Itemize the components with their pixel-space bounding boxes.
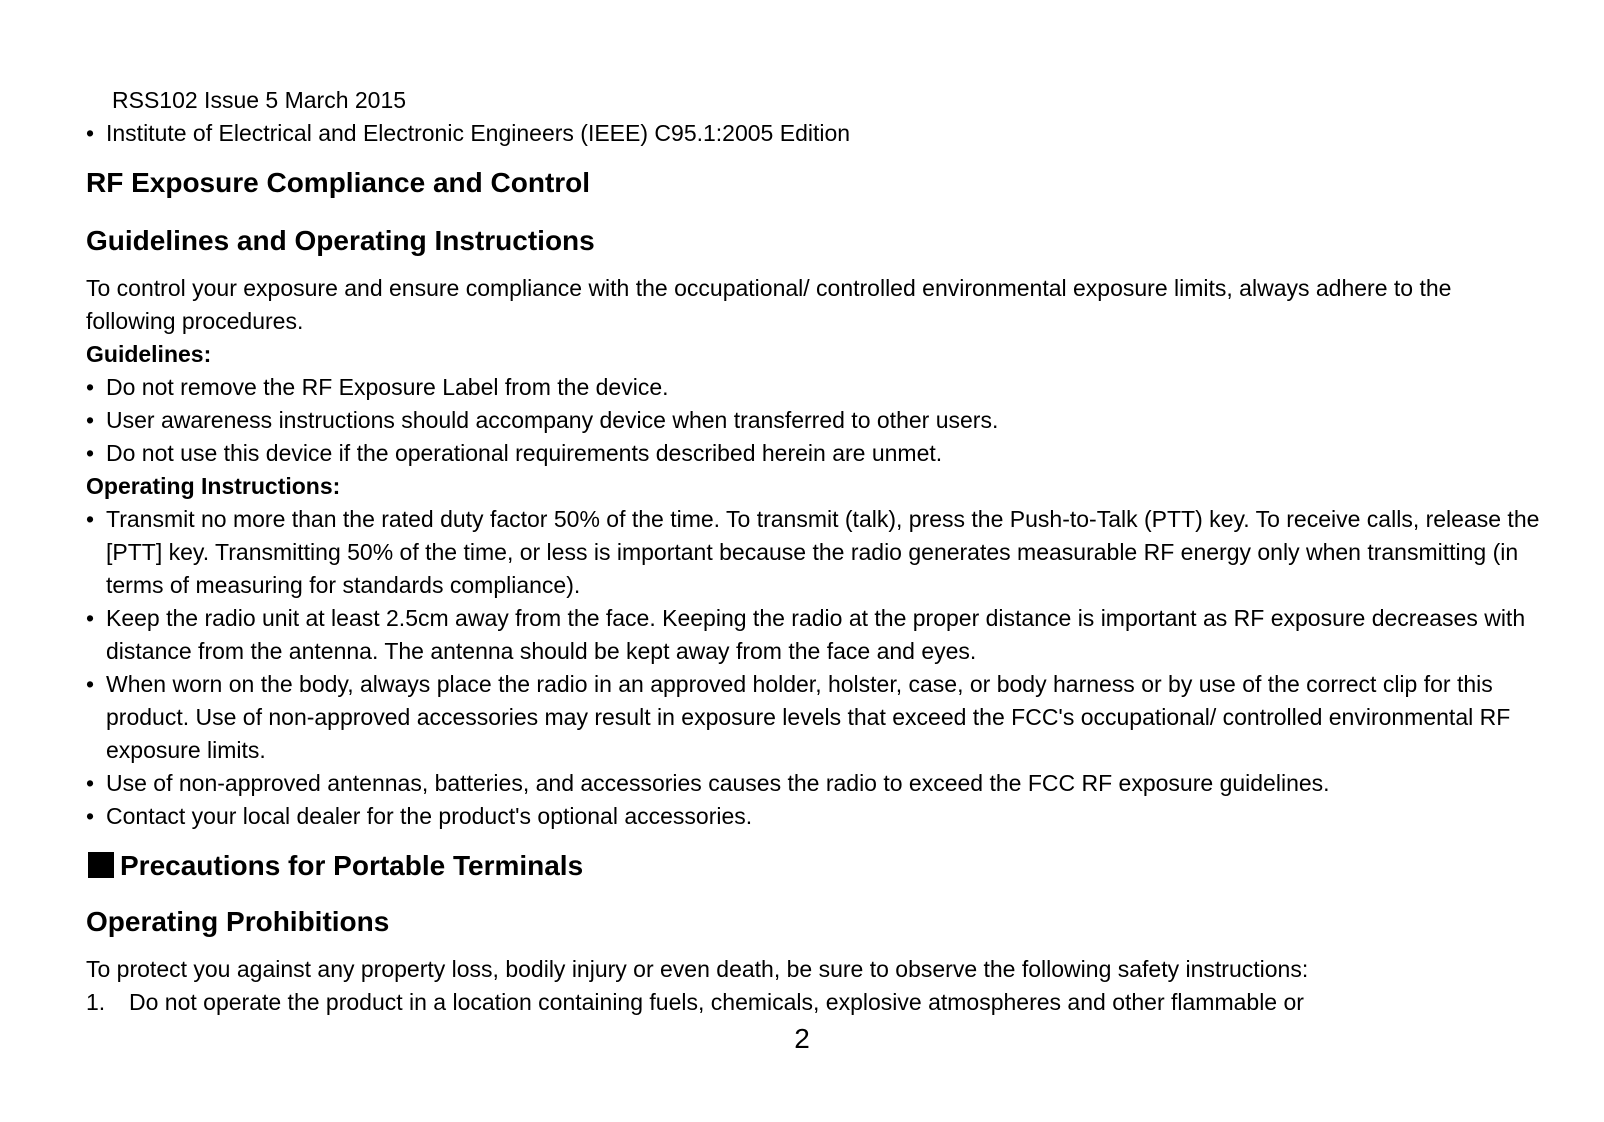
- bullet-dot: •: [86, 803, 95, 829]
- guideline-item: [86, 404, 1546, 437]
- ieee-reference-text: Institute of Electrical and Electronic Engineers (IEEE) C95.1:2005 Edition: [106, 120, 851, 146]
- operating-item: [86, 668, 1546, 767]
- rf-intro-paragraph: To control your exposure and ensure compliance with the occupational/ controlled environmental exposure limits, always adhere to the following procedures.: [86, 275, 1452, 334]
- document-page: [86, 84, 1546, 1019]
- operating-text: Transmit no more than the rated duty factor 50% of the time. To transmit (talk), press the Push-to-Talk (PTT) key. To receive calls, release the [PTT] key. Transmitting 50% of the time, or less is important because the radio generates measurable RF energy only when transmitting (in terms of measuring for standards compliance).: [106, 506, 1540, 598]
- rf-section-title: RF Exposure Compliance and Control: [86, 167, 591, 198]
- operating-item: [86, 800, 1546, 833]
- operating-text: Keep the radio unit at least 2.5cm away from the face. Keeping the radio at the proper distance is important as RF exposure decreases with distance from the antenna. The antenna should be kept away from the face and eyes.: [106, 605, 1526, 664]
- standard-reference: RSS102 Issue 5 March 2015: [112, 87, 407, 113]
- guideline-text: Do not use this device if the operational requirements described herein are unmet.: [106, 440, 943, 466]
- bullet-dot: •: [86, 407, 95, 433]
- numbered-item: [86, 986, 1546, 1019]
- guideline-text: Do not remove the RF Exposure Label from the device.: [106, 374, 669, 400]
- black-square-icon: [88, 852, 114, 878]
- rf-section-subtitle: Guidelines and Operating Instructions: [86, 225, 595, 256]
- guideline-text: User awareness instructions should accompany device when transferred to other users.: [106, 407, 999, 433]
- bullet-dot: •: [86, 671, 95, 697]
- precautions-intro: To protect you against any property loss, bodily injury or even death, be sure to observe the following safety instructions:: [86, 956, 1309, 982]
- operating-item: [86, 602, 1546, 668]
- operating-item: [86, 767, 1546, 800]
- ieee-reference-bullet: [86, 117, 1546, 150]
- bullet-dot: •: [86, 374, 95, 400]
- operating-text: Use of non-approved antennas, batteries, and accessories causes the radio to exceed the FCC RF exposure guidelines.: [106, 770, 1330, 796]
- precautions-title-text: Precautions for Portable Terminals: [120, 850, 584, 881]
- operating-instructions-heading: Operating Instructions:: [86, 473, 341, 499]
- guideline-item: [86, 371, 1546, 404]
- guidelines-heading: Guidelines:: [86, 341, 212, 367]
- operating-item: [86, 503, 1546, 602]
- bullet-dot: •: [86, 120, 95, 146]
- bullet-dot: •: [86, 770, 95, 796]
- operating-text: Contact your local dealer for the product's optional accessories.: [106, 803, 753, 829]
- item-text: Do not operate the product in a location containing fuels, chemicals, explosive atmospheres and other flammable or: [129, 989, 1304, 1015]
- bullet-dot: •: [86, 605, 95, 631]
- operating-text: When worn on the body, always place the radio in an approved holder, holster, case, or body harness or by use of the correct clip for this product. Use of non-approved accessories may result in exposure levels that exceed the FCC's occupational/ controlled environmental RF exposure limits.: [106, 671, 1511, 763]
- guideline-item: [86, 437, 1546, 470]
- page-number: 2: [794, 1023, 810, 1054]
- item-number: 1.: [86, 989, 106, 1015]
- operating-prohibitions-title: Operating Prohibitions: [86, 906, 390, 937]
- precautions-title: [86, 849, 1546, 883]
- bullet-dot: •: [86, 440, 95, 466]
- bullet-dot: •: [86, 506, 95, 532]
